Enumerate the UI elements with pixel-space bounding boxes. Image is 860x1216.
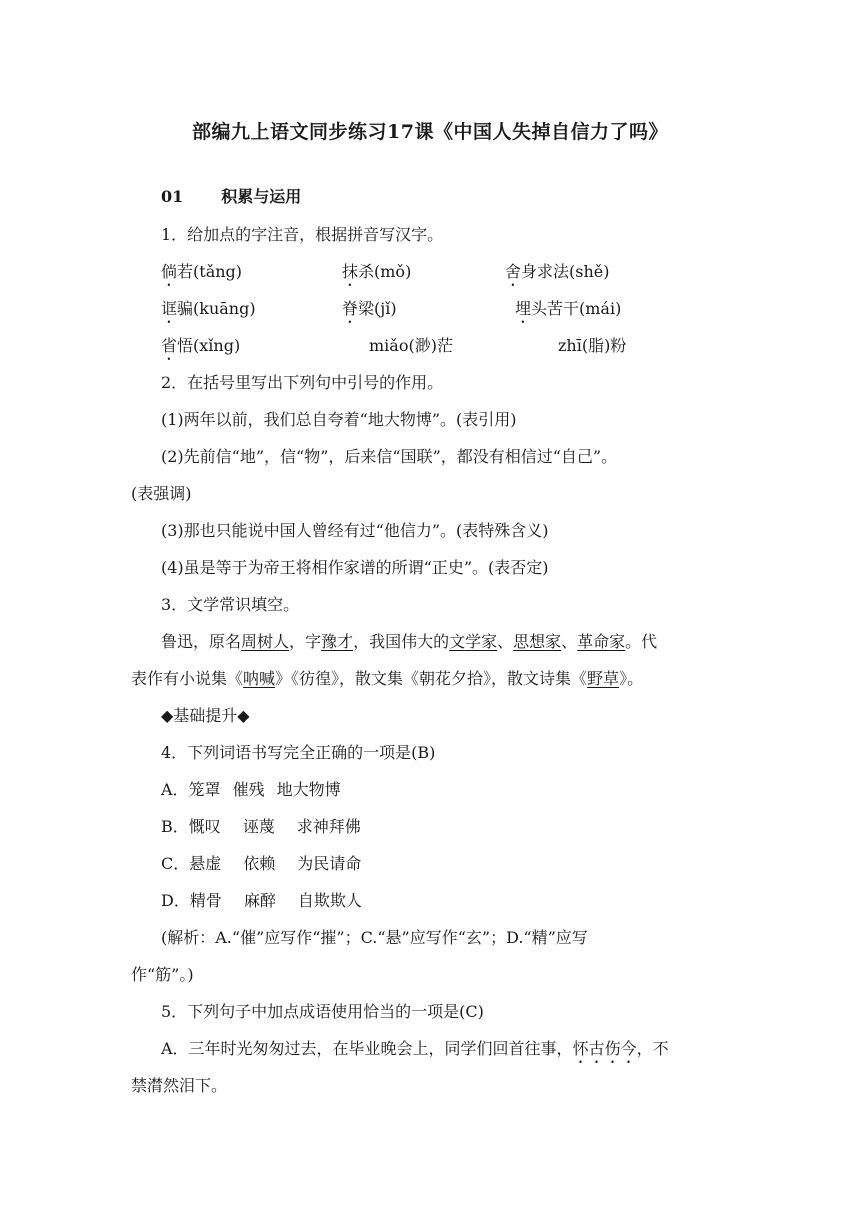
q3-text: 、 xyxy=(497,632,514,651)
q2-item-2-cont: (表强调) xyxy=(131,484,192,503)
q1-item-rest: 身求法(shě) xyxy=(521,262,610,281)
q1-item xyxy=(161,335,240,364)
q1-item xyxy=(515,298,621,327)
q3-line-2 xyxy=(131,668,643,690)
q1-item xyxy=(505,261,610,290)
section-heading xyxy=(161,186,301,208)
answer-original-name: 周树人 xyxy=(241,632,290,651)
q4-option-word: A．笼罩 xyxy=(161,780,221,799)
q4-option-a xyxy=(161,779,341,801)
answer-role-thinker: 思想家 xyxy=(513,632,562,651)
q4-option-word: 催残 xyxy=(232,780,265,799)
q1-item-rest: 骗(kuāng) xyxy=(177,299,256,318)
q2-item-3: (3)那也只能说中国人曾经有过“他信力”。(表特殊含义) xyxy=(161,521,549,540)
q4-option-word: 自欺欺人 xyxy=(297,891,362,910)
q1-stem: 1．给加点的字注音，根据拼音写汉字。 xyxy=(161,225,444,244)
q1-item: miǎo(渺)茫 xyxy=(369,336,453,355)
q1-dotted-char: 舍 xyxy=(505,262,522,281)
q1-item xyxy=(342,298,397,327)
answer-novel-collection: 呐喊 xyxy=(243,669,276,688)
q4-analysis-cont: 作“筋”。) xyxy=(131,965,194,984)
q4-stem: 4．下列词语书写完全正确的一项是(B) xyxy=(161,743,436,762)
q5-text: A．三年时光匆匆过去，在毕业晚会上，同学们回首往事， xyxy=(161,1039,573,1058)
q5-text: ，不 xyxy=(636,1039,669,1058)
q3-text: 表作有小说集《 xyxy=(131,669,244,688)
section-heading-basic: ◆基础提升◆ xyxy=(161,706,250,725)
q5-stem: 5．下列句子中加点成语使用恰当的一项是(C) xyxy=(161,1002,484,1021)
q3-text: 》。 xyxy=(619,669,644,688)
answer-courtesy-name: 豫才 xyxy=(321,632,354,651)
q1-item-rest: 头苦干(mái) xyxy=(531,299,622,318)
q4-option-d xyxy=(161,890,362,912)
q4-option-word: D．精骨 xyxy=(161,891,222,910)
section-number: 01 xyxy=(161,187,184,206)
q2-item-2: (2)先前信“地”，信“物”，后来信“国联”，都没有相信过“自己”。 xyxy=(161,447,618,466)
q3-text: 、 xyxy=(561,632,578,651)
q1-item xyxy=(161,261,242,290)
q3-text: 》《彷徨》，散文集《朝花夕拾》，散文诗集《 xyxy=(275,669,588,688)
q1-item-rest: 若(tǎng) xyxy=(177,262,243,281)
q3-stem: 3．文学常识填空。 xyxy=(161,595,300,614)
q4-option-word: 诬蔑 xyxy=(242,817,275,836)
q2-item-1: (1)两年以前，我们总自夸着“地大物博”。(表引用) xyxy=(161,410,517,429)
section-label: 积累与运用 xyxy=(221,187,302,206)
q1-item-rest: 悟(xǐng) xyxy=(177,336,241,355)
q1-dotted-char: 脊 xyxy=(342,299,359,318)
q4-option-c xyxy=(161,853,361,875)
q4-option-word: 麻醉 xyxy=(243,891,276,910)
q4-option-word: 地大物博 xyxy=(276,780,341,799)
q1-dotted-char: 省 xyxy=(161,336,178,355)
q3-text: ，字 xyxy=(289,632,322,651)
q1-item xyxy=(342,261,411,290)
q4-option-word: B．慨叹 xyxy=(161,817,221,836)
q4-option-word: 求神拜佛 xyxy=(296,817,361,836)
q4-analysis: (解析：A.“催”应写作“摧”；C.“悬”应写作“玄”；D.“精”应写 xyxy=(161,928,588,947)
q5-dotted-idiom: 怀古伤今 xyxy=(572,1039,637,1058)
q1-item: zhī(脂)粉 xyxy=(558,336,627,355)
q3-text: 。代 xyxy=(625,632,658,651)
q1-item-rest: 杀(mǒ) xyxy=(358,262,412,281)
q3-text: ，我国伟大的 xyxy=(353,632,450,651)
answer-prose-poems: 野草 xyxy=(587,669,620,688)
document-title: 部编九上语文同步练习17课《中国人失掉自信力了吗》 xyxy=(192,121,668,143)
answer-role-revolutionary: 革命家 xyxy=(577,632,626,651)
q4-option-b xyxy=(161,816,361,838)
q4-option-word: 依赖 xyxy=(243,854,276,873)
q4-option-word: 为民请命 xyxy=(297,854,362,873)
q5-option-a xyxy=(161,1038,669,1067)
q3-text: 鲁迅，原名 xyxy=(161,632,242,651)
q1-item-rest: 梁(jǐ) xyxy=(358,299,397,318)
q1-dotted-char: 倘 xyxy=(161,262,178,281)
q5-option-a-cont: 禁潸然泪下。 xyxy=(131,1076,228,1095)
answer-role-writer: 文学家 xyxy=(449,632,498,651)
q1-dotted-char: 诓 xyxy=(161,299,178,318)
q2-stem: 2．在括号里写出下列句中引号的作用。 xyxy=(161,373,444,392)
q4-option-word: C．悬虚 xyxy=(161,854,222,873)
q1-dotted-char: 埋 xyxy=(515,299,532,318)
q2-item-4: (4)虽是等于为帝王将相作家谱的所谓“正史”。(表否定) xyxy=(161,558,549,577)
q3-line-1 xyxy=(161,631,657,653)
q1-item xyxy=(161,298,256,327)
q1-dotted-char: 抹 xyxy=(342,262,359,281)
